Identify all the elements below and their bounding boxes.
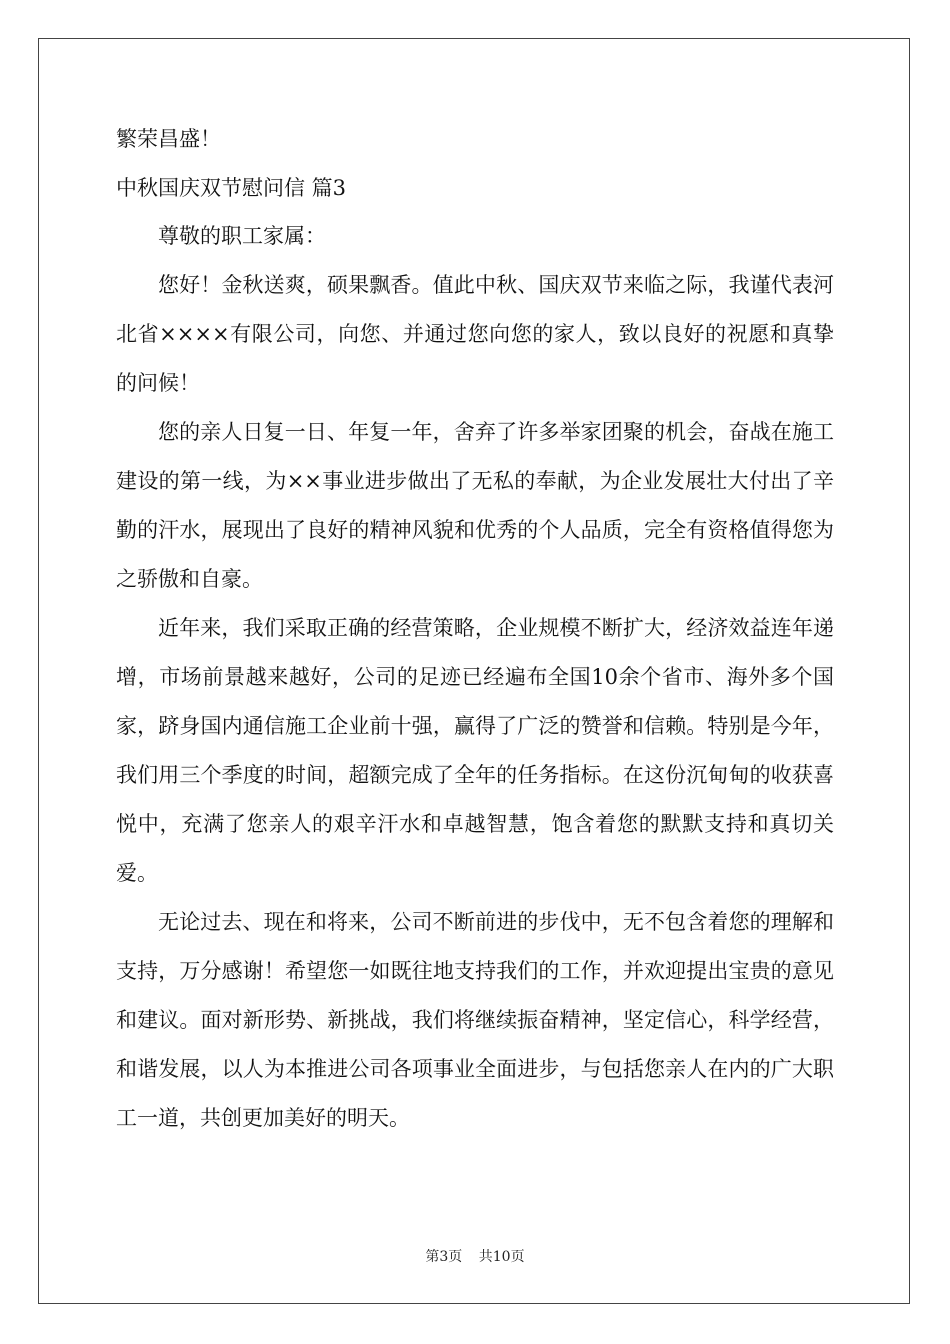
previous-page-ending: 繁荣昌盛！ [116,127,221,151]
paragraph-2: 您的亲人日复一日、年复一年，舍弃了许多举家团聚的机会，奋战在施工建设的第一线，为××事业进步做出了无私的奉献，为企业发展壮大付出了辛勤的汗水，展现出了良好的精神风貌和优秀的个人品质，完全有资格值得您为之骄傲和自豪。 [116,420,834,591]
paragraph-3: 近年来，我们采取正确的经营策略，企业规模不断扩大，经济效益连年递增，市场前景越来越好，公司的足迹已经遍布全国10余个省市、海外多个国家，跻身国内通信施工企业前十强，赢得了广泛的赞誉和信赖。特别是今年，我们用三个季度的时间，超额完成了全年的任务指标。在这份沉甸甸的收获喜悦中，充满了您亲人的艰辛汗水和卓越智慧，饱含着您的默默支持和真切关爱。 [116,616,834,885]
letter-title: 中秋国庆双节慰问信 篇3 [116,176,347,200]
paragraph-1: 您好！金秋送爽，硕果飘香。值此中秋、国庆双节来临之际，我谨代表河北省××××有限公司，向您、并通过您向您的家人，致以良好的祝愿和真挚的问候！ [116,273,834,395]
page-footer [0,1248,950,1266]
page-total: 共10页 [478,1249,525,1265]
paragraph-4: 无论过去、现在和将来，公司不断前进的步伐中，无不包含着您的理解和支持，万分感谢！希望您一如既往地支持我们的工作，并欢迎提出宝贵的意见和建议。面对新形势、新挑战，我们将继续振奋精神，坚定信心，科学经营，和谐发展，以人为本推进公司各项事业全面进步，与包括您亲人在内的广大职工一道，共创更加美好的明天。 [116,910,834,1130]
document-body [116,127,834,1143]
page-number: 第3页 [425,1249,463,1265]
salutation: 尊敬的职工家属： [158,224,326,248]
